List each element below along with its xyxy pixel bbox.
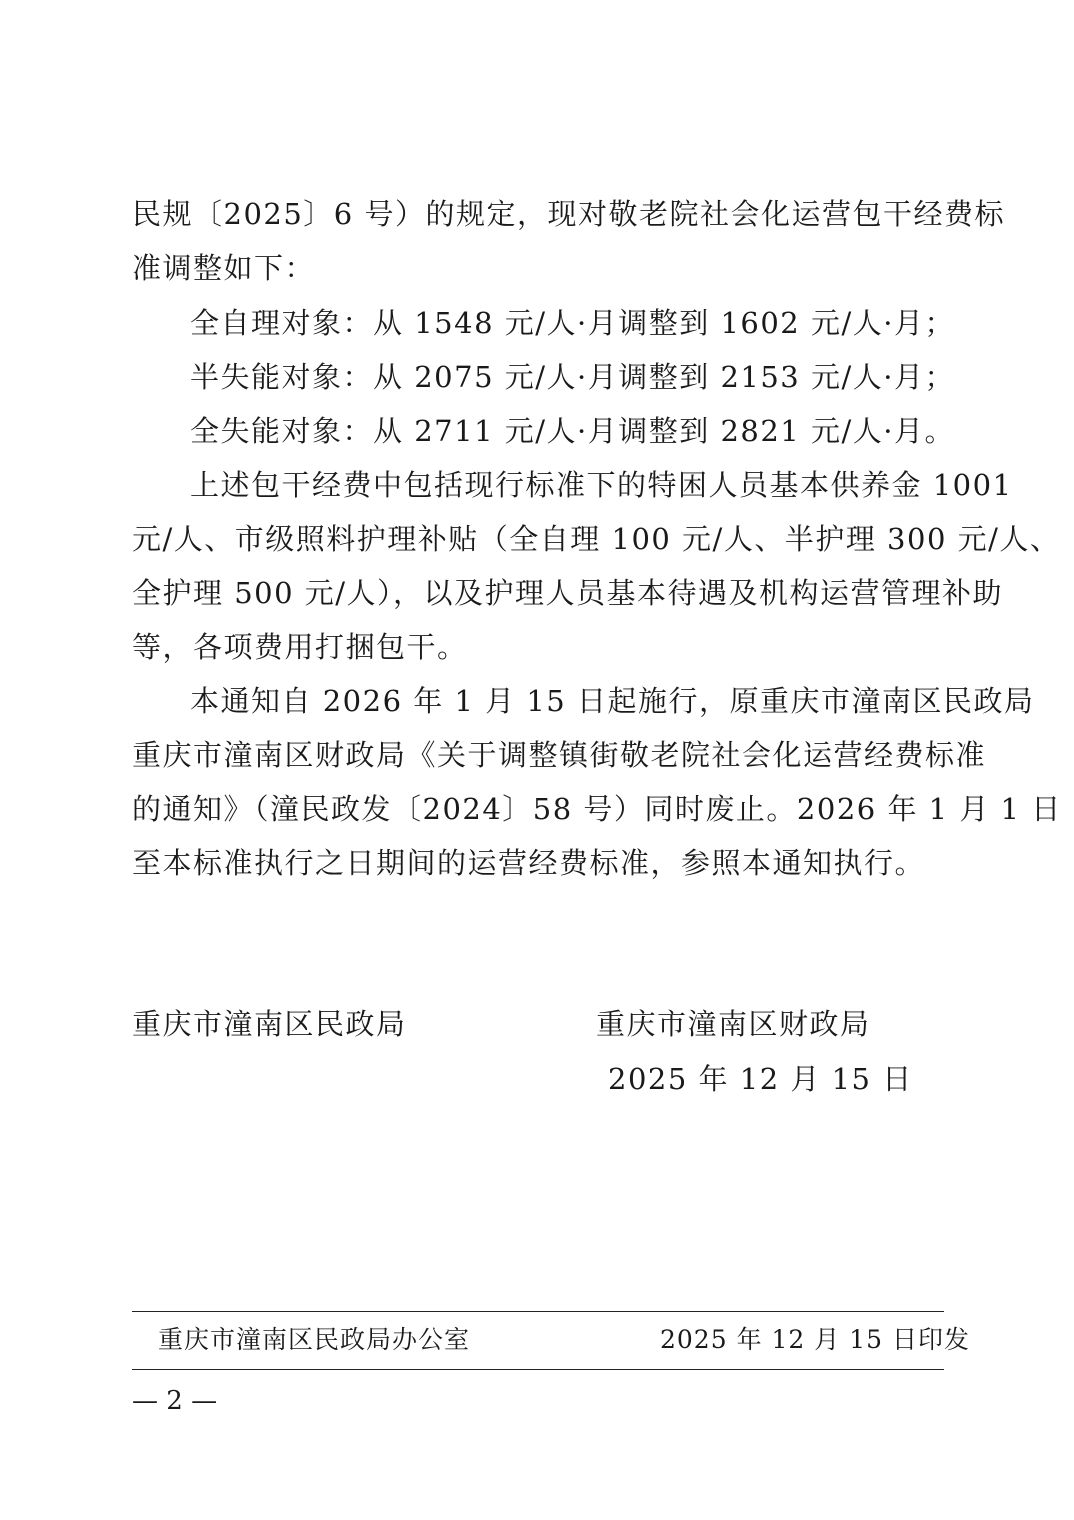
body-line-13: 至本标准执行之日期间的运营经费标准，参照本通知执行。 [132, 846, 926, 880]
page-number: — 2 — [132, 1386, 218, 1416]
signature-finance-bureau: 重庆市潼南区财政局 [596, 1007, 871, 1041]
signature-civil-affairs-bureau: 重庆市潼南区民政局 [132, 1007, 407, 1041]
body-line-7: 元/人、市级照料护理补贴（全自理 100 元/人、半护理 300 元/人、 [132, 522, 1061, 556]
fee-item-full-self-care: 全自理对象：从 1548 元/人·月调整到 1602 元/人·月； [190, 306, 955, 340]
signature-date: 2025 年 12 月 15 日 [608, 1062, 913, 1096]
body-line-6: 上述包干经费中包括现行标准下的特困人员基本供养金 1001 [190, 468, 1013, 502]
body-line-1: 民规〔2025〕6 号）的规定，现对敬老院社会化运营包干经费标 [132, 197, 1005, 231]
body-line-10: 本通知自 2026 年 1 月 15 日起施行，原重庆市潼南区民政局 [190, 684, 1035, 718]
body-line-11: 重庆市潼南区财政局《关于调整镇街敬老院社会化运营经费标准 [132, 738, 987, 772]
footer-issuing-office: 重庆市潼南区民政局办公室 [158, 1325, 471, 1354]
footer-bottom-rule [132, 1369, 944, 1370]
body-line-8: 全护理 500 元/人），以及护理人员基本待遇及机构运营管理补助 [132, 576, 1004, 610]
fee-item-fully-disabled: 全失能对象：从 2711 元/人·月调整到 2821 元/人·月。 [190, 414, 955, 448]
body-line-2: 准调整如下： [132, 251, 316, 285]
body-line-9: 等，各项费用打捆包干。 [132, 630, 468, 664]
body-line-12: 的通知》（潼民政发〔2024〕58 号）同时废止。2026 年 1 月 1 日 [132, 792, 1062, 826]
fee-item-semi-disabled: 半失能对象：从 2075 元/人·月调整到 2153 元/人·月； [190, 360, 955, 394]
footer-issue-date: 2025 年 12 月 15 日印发 [660, 1325, 970, 1354]
footer-top-rule [132, 1311, 944, 1312]
